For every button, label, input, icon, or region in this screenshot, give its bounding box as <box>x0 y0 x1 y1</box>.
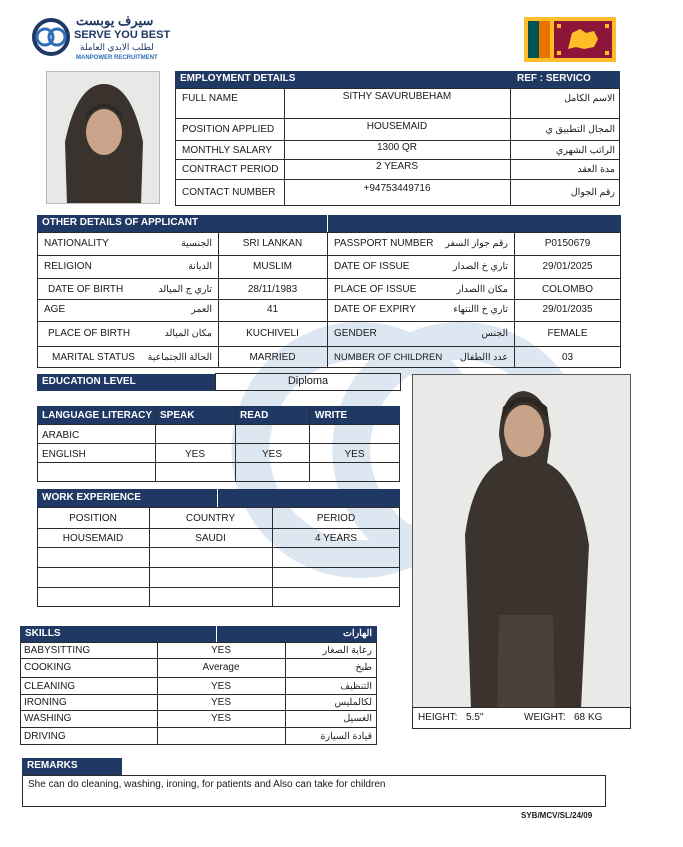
cleaning-label: CLEANING <box>24 681 76 692</box>
reference-header: REF : SERVICO <box>512 71 620 88</box>
sri-lanka-flag-icon <box>524 17 616 62</box>
monthly-salary-value: 1300 QR <box>376 142 418 153</box>
other-details-header: OTHER DETAILS OF APPLICANT <box>37 215 327 232</box>
contact-number-arabic: رقم الجوال <box>570 187 615 198</box>
ironing-value: YES <box>210 697 231 708</box>
contract-period-value: 2 YEARS <box>375 161 419 172</box>
children-arabic: عدد االطفال <box>459 352 508 363</box>
read-col: READ <box>240 410 269 421</box>
education-level-value: Diploma <box>287 375 329 387</box>
date-of-expiry-arabic: تاري خ االنتهاء <box>453 304 508 315</box>
washing-value: YES <box>210 713 231 724</box>
country-col: COUNTRY <box>185 513 236 524</box>
english-write: YES <box>344 449 365 460</box>
babysitting-label: BABYSITTING <box>24 645 91 656</box>
washing-label: WASHING <box>24 713 72 724</box>
contact-number-label: CONTACT NUMBER <box>182 187 276 198</box>
date-of-issue-arabic: تاري خ الصدار <box>453 261 508 272</box>
age-arabic: العمر <box>191 304 212 315</box>
brand-english-name: SERVE YOU BEST <box>74 29 171 41</box>
date-of-birth-arabic: تاري ج الميالد <box>158 284 212 295</box>
nationality-value: SRI LANKAN <box>242 238 303 249</box>
religion-arabic: الديانة <box>188 261 212 272</box>
position-applied-arabic: المجال التطبيق ي <box>545 124 615 135</box>
contract-period-arabic: مدة العقد <box>577 164 615 175</box>
english-lang: ENGLISH <box>42 449 86 460</box>
period-col: PERIOD <box>316 513 356 524</box>
marital-status-arabic: الحالة االجتماعية <box>147 352 212 363</box>
washing-arabic: الغسيل <box>343 713 372 724</box>
place-of-issue-label: PLACE OF ISSUE <box>334 284 417 295</box>
children-label: NUMBER OF CHILDREN <box>334 352 443 363</box>
gender-label: GENDER <box>334 328 377 339</box>
work-experience-header-right <box>217 489 400 507</box>
date-of-issue-label: DATE OF ISSUE <box>334 261 410 272</box>
weight-label: WEIGHT: <box>524 712 566 723</box>
english-speak: YES <box>184 449 205 460</box>
cooking-label: COOKING <box>24 662 72 673</box>
employment-details-header: EMPLOYMENT DETAILS <box>175 71 512 88</box>
full-name-label: FULL NAME <box>182 93 238 104</box>
skills-arabic-title: الهارات <box>343 628 372 639</box>
monthly-salary-label: MONTHLY SALARY <box>182 145 273 156</box>
brand-tagline: MANPOWER RECRUITMENT <box>76 55 158 61</box>
date-of-birth-label: DATE OF BIRTH <box>48 284 124 295</box>
date-of-birth-value: 28/11/1983 <box>247 284 298 295</box>
place-of-birth-value: KUCHIVELI <box>246 328 299 339</box>
age-label: AGE <box>44 304 66 315</box>
ironing-arabic: لكالمليس <box>334 697 372 708</box>
children-value: 03 <box>561 352 574 363</box>
document-code: SYB/MCV/SL/24/09 <box>521 811 593 820</box>
cooking-arabic: طبخ <box>355 662 372 673</box>
babysitting-value: YES <box>210 645 231 656</box>
position-applied-label: POSITION APPLIED <box>182 124 275 135</box>
ironing-label: IRONING <box>24 697 67 708</box>
cleaning-value: YES <box>210 681 231 692</box>
work-period: 4 YEARS <box>314 533 358 544</box>
work-experience-header: WORK EXPERIENCE <box>37 489 217 507</box>
remarks-text: She can do cleaning, washing, ironing, for patients and Also can take for children <box>28 779 386 790</box>
remarks-header: REMARKS <box>22 758 122 775</box>
marital-status-label: MARITAL STATUS <box>52 352 135 363</box>
passport-number-arabic: رقم جواز السفر <box>445 238 508 249</box>
driving-label: DRIVING <box>24 731 66 742</box>
date-of-expiry-value: 29/01/2035 <box>542 304 593 315</box>
brand-arabic-tagline: لطلب الايدي العاملة <box>80 42 154 52</box>
full-name-arabic: الاسم الكامل <box>564 93 615 104</box>
contract-period-label: CONTRACT PERIOD <box>182 164 279 175</box>
language-literacy-col: LANGUAGE LITERACY <box>42 410 152 421</box>
logo-mark-icon <box>30 15 72 59</box>
brand-arabic-name: سيرف يوبست <box>76 13 154 28</box>
place-of-issue-arabic: مكان االصدار <box>456 284 508 295</box>
nationality-arabic: الجنسية <box>181 238 212 249</box>
place-of-issue-value: COLOMBO <box>541 284 594 295</box>
speak-col: SPEAK <box>160 410 195 421</box>
position-applied-value: HOUSEMAID <box>366 121 428 132</box>
applicant-photo-full <box>412 374 631 708</box>
arabic-lang: ARABIC <box>42 430 80 441</box>
passport-number-value: P0150679 <box>544 238 591 249</box>
work-country: SAUDI <box>195 533 226 544</box>
gender-value: FEMALE <box>547 328 588 339</box>
date-of-issue-value: 29/01/2025 <box>542 261 593 272</box>
education-level-label: EDUCATION LEVEL <box>37 374 215 391</box>
full-name-value: SITHY SAVURUBEHAM <box>342 91 452 102</box>
date-of-expiry-label: DATE OF EXPIRY <box>334 304 416 315</box>
cooking-value: Average <box>202 662 240 673</box>
work-position: HOUSEMAID <box>62 533 124 544</box>
applicant-photo-small <box>46 71 160 204</box>
nationality-label: NATIONALITY <box>44 238 109 249</box>
height-label: HEIGHT: <box>418 712 458 723</box>
contact-number-value: +94753449716 <box>363 183 431 194</box>
place-of-birth-arabic: مكان الميالد <box>164 328 212 339</box>
position-col: POSITION <box>69 513 117 524</box>
religion-value: MUSLIM <box>253 261 292 272</box>
passport-number-label: PASSPORT NUMBER <box>334 238 434 249</box>
religion-label: RELIGION <box>44 261 92 272</box>
monthly-salary-arabic: الراتب الشهري <box>555 145 615 156</box>
marital-status-value: MARRIED <box>249 352 296 363</box>
company-logo <box>30 13 171 63</box>
driving-arabic: قيادة السيارة <box>320 731 372 742</box>
babysitting-arabic: رعاية الصغار <box>322 645 372 656</box>
age-value: 41 <box>266 304 279 315</box>
english-read: YES <box>261 449 282 460</box>
other-details-header-right <box>327 215 621 232</box>
skills-header: SKILLS <box>20 626 216 642</box>
write-col: WRITE <box>315 410 348 421</box>
other-details-table <box>37 232 621 368</box>
gender-arabic: الجنس <box>481 328 508 339</box>
weight-value: 68 KG <box>574 712 603 723</box>
height-value: 5.5'' <box>466 712 484 723</box>
cleaning-arabic: التنظيف <box>340 681 372 692</box>
place-of-birth-label: PLACE OF BIRTH <box>48 328 131 339</box>
